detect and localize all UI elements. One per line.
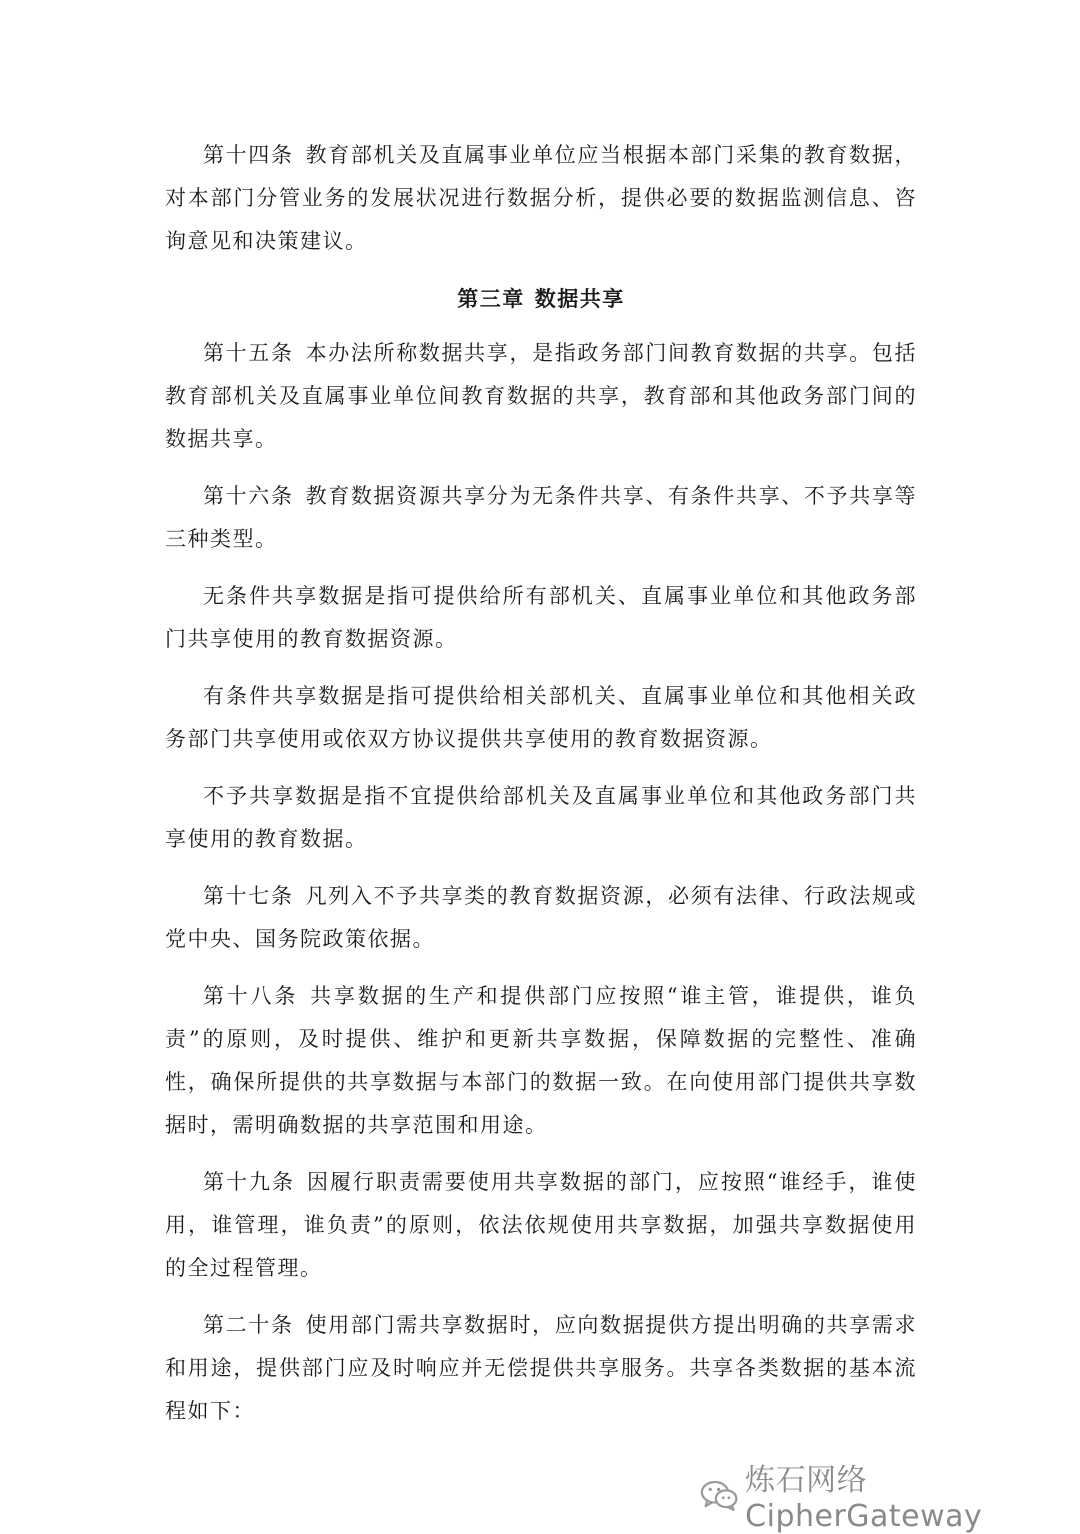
article-text: 共享数据的生产和提供部门应按照“谁主管，谁提供，谁负责”的原则，及时提供、维护和更新共享数据，保障数据的完整性、准确性，确保所提供的共享数据与本部门的数据一致。在向使用部门提供共享数据时，需明确数据的共享范围和用途。 xyxy=(165,984,917,1137)
article-number: 第十九条 xyxy=(203,1170,295,1194)
article-text: 教育数据资源共享分为无条件共享、有条件共享、不予共享等三种类型。 xyxy=(165,484,918,551)
article-20-paragraph xyxy=(165,1304,917,1433)
article-number: 第十八条 xyxy=(203,984,299,1008)
article-19-paragraph xyxy=(165,1161,917,1290)
unconditional-share-paragraph xyxy=(165,575,917,661)
wechat-icon xyxy=(700,1477,739,1513)
paragraph-text: 有条件共享数据是指可提供给相关部机关、直属事业单位和其他相关政务部门共享使用或依双方协议提供共享使用的教育数据资源。 xyxy=(165,684,917,751)
article-15-paragraph xyxy=(165,332,917,461)
chapter-heading xyxy=(165,277,917,320)
article-text: 使用部门需共享数据时，应向数据提供方提出明确的共享需求和用途，提供部门应及时响应并无偿提供共享服务。共享各类数据的基本流程如下： xyxy=(165,1313,918,1423)
article-18-paragraph xyxy=(165,975,917,1147)
article-17-paragraph xyxy=(165,875,917,961)
paragraph-text: 不予共享数据是指不宜提供给部机关及直属事业单位和其他政务部门共享使用的教育数据。 xyxy=(165,784,917,851)
article-number: 第十六条 xyxy=(203,484,294,508)
conditional-share-paragraph xyxy=(165,675,917,761)
article-text: 凡列入不予共享类的教育数据资源，必须有法律、行政法规或党中央、国务院政策依据。 xyxy=(165,884,918,951)
article-number: 第十五条 xyxy=(203,341,294,365)
watermark xyxy=(700,1455,1080,1534)
document-page xyxy=(165,134,917,1447)
article-text: 因履行职责需要使用共享数据的部门，应按照“谁经手，谁使用，谁管理，谁负责”的原则，依法依规使用共享数据，加强共享数据使用的全过程管理。 xyxy=(165,1170,917,1280)
article-14-paragraph xyxy=(165,134,917,263)
article-number: 第十四条 xyxy=(203,143,294,167)
article-text: 教育部机关及直属事业单位应当根据本部门采集的教育数据，对本部门分管业务的发展状况进行数据分析，提供必要的数据监测信息、咨询意见和决策建议。 xyxy=(165,143,918,253)
article-number: 第十七条 xyxy=(203,884,294,908)
article-text: 本办法所称数据共享，是指政务部门间教育数据的共享。包括教育部机关及直属事业单位间教育数据的共享，教育部和其他政务部门间的数据共享。 xyxy=(165,341,918,451)
no-share-paragraph xyxy=(165,775,917,861)
article-16-paragraph xyxy=(165,475,917,561)
chapter-title: 数据共享 xyxy=(534,286,625,311)
chapter-number: 第三章 xyxy=(457,286,525,311)
article-number: 第二十条 xyxy=(203,1313,294,1337)
paragraph-text: 无条件共享数据是指可提供给所有部机关、直属事业单位和其他政务部门共享使用的教育数据资源。 xyxy=(165,584,917,651)
watermark-text: 炼石网络CipherGateway xyxy=(745,1463,983,1534)
